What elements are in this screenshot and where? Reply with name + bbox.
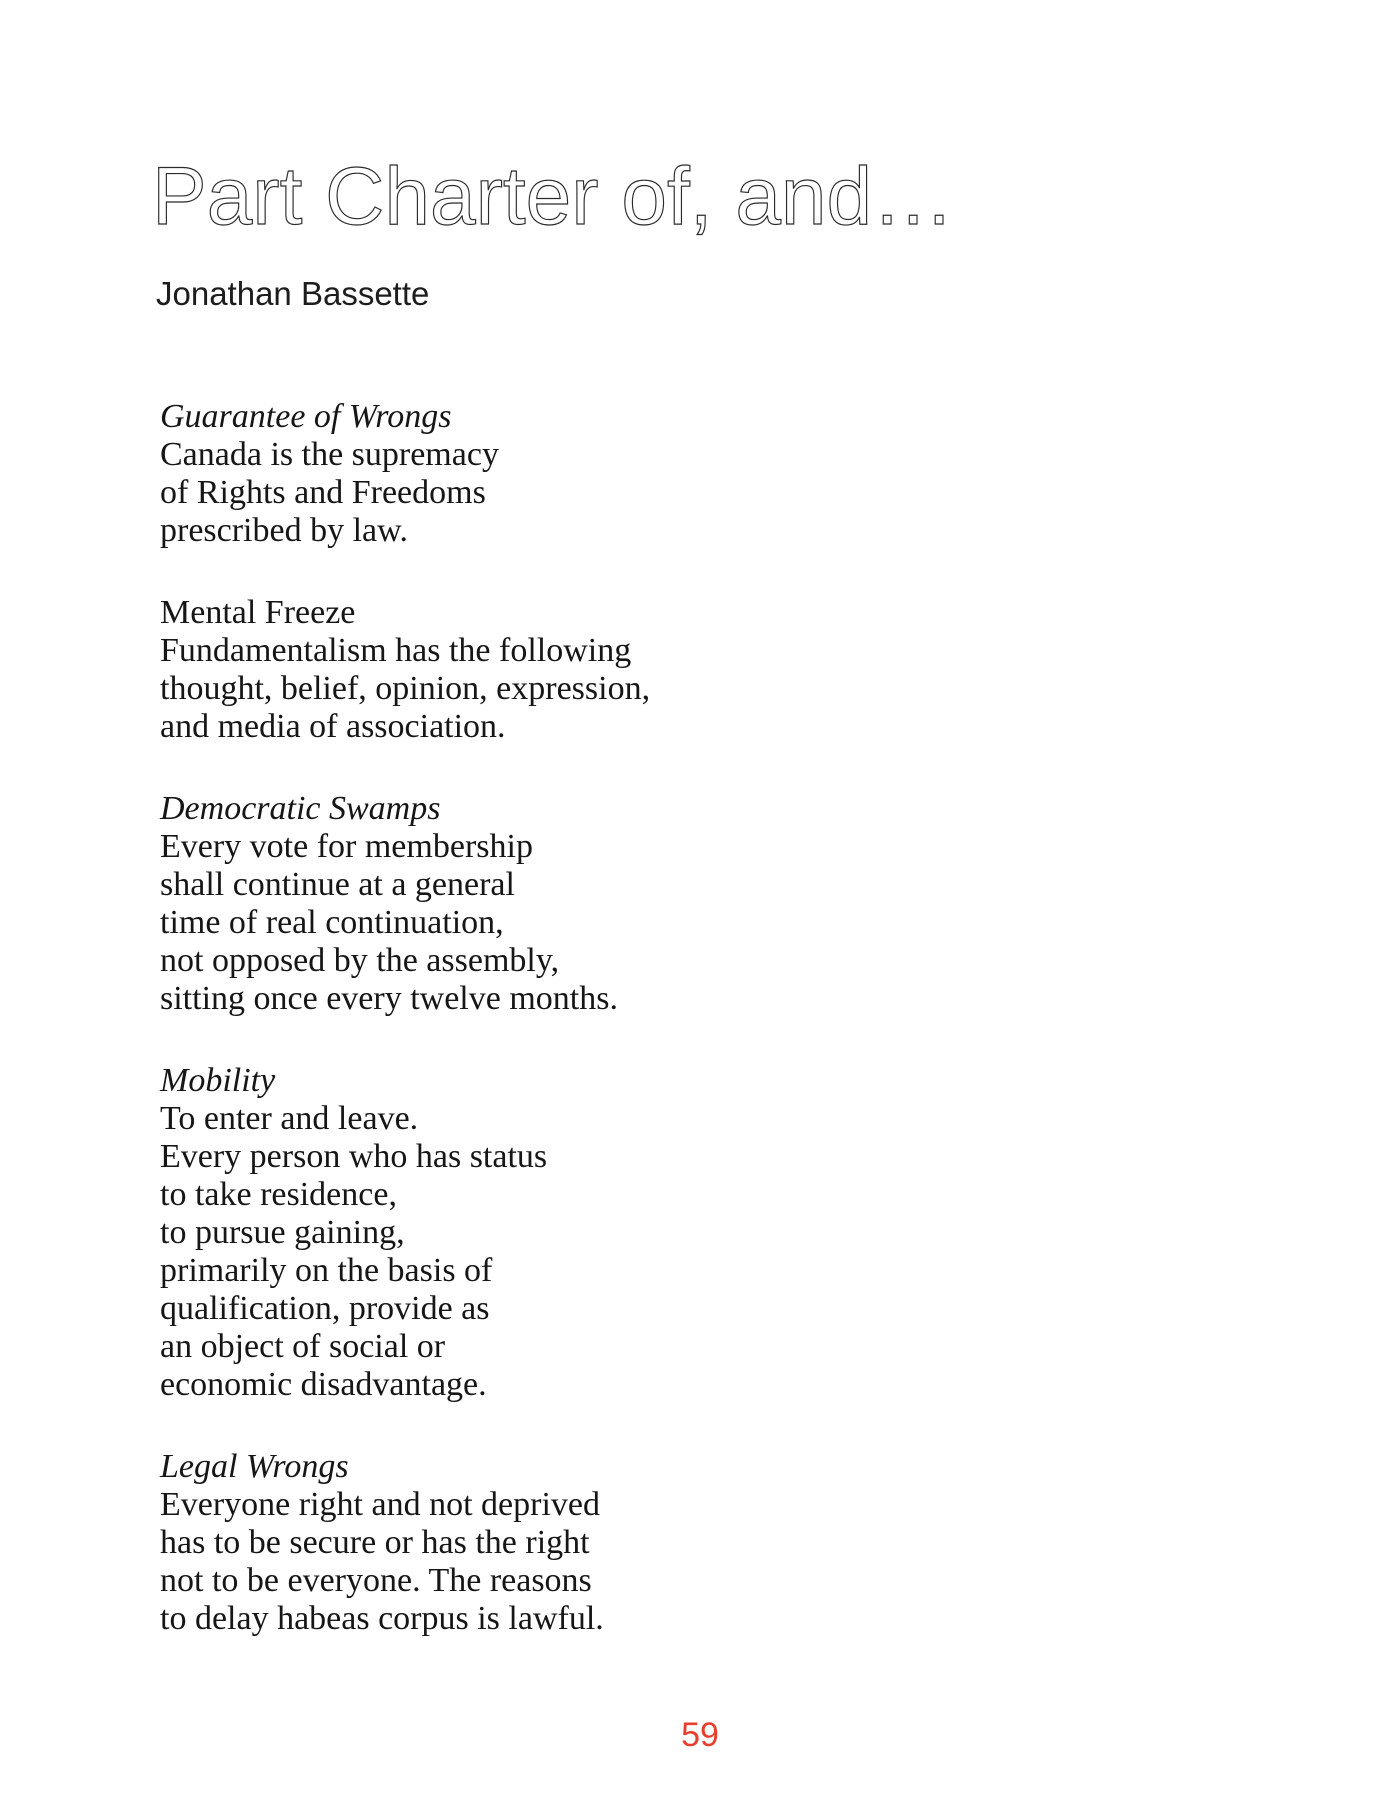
poem-line: Every person who has status xyxy=(160,1138,548,1175)
poem-line: has to be secure or has the right xyxy=(160,1524,590,1561)
poem-line: to pursue gaining, xyxy=(160,1214,405,1251)
poem-line: qualification, provide as xyxy=(160,1290,490,1327)
page-number: 59 xyxy=(681,1716,719,1754)
poem-line: time of real continuation, xyxy=(160,904,504,941)
poem-line: to take residence, xyxy=(160,1176,397,1213)
poem-line: prescribed by law. xyxy=(160,512,408,549)
stanza-mobility xyxy=(160,1062,650,1404)
poem-line: Every vote for membership xyxy=(160,828,533,865)
poem-line: thought, belief, opinion, expression, xyxy=(160,670,651,707)
poem-line: Fundamentalism has the following xyxy=(160,632,632,669)
poem-line: not opposed by the assembly, xyxy=(160,942,560,979)
poem-line: Canada is the supremacy xyxy=(160,436,499,473)
stanza-title: Democratic Swamps xyxy=(160,790,441,827)
stanza-mental-freeze xyxy=(160,594,650,746)
stanza-guarantee-of-wrongs xyxy=(160,398,650,550)
author-name: Jonathan Bassette xyxy=(156,275,430,312)
poem-line: shall continue at a general xyxy=(160,866,515,903)
poem-line: of Rights and Freedoms xyxy=(160,474,486,511)
poem xyxy=(160,398,650,1682)
poem-line: an object of social or xyxy=(160,1328,446,1365)
stanza-legal-wrongs xyxy=(160,1448,650,1638)
poem-line: not to be everyone. The reasons xyxy=(160,1562,592,1599)
poem-line: primarily on the basis of xyxy=(160,1252,493,1289)
poem-line: to delay habeas corpus is lawful. xyxy=(160,1600,604,1637)
poem-line: and media of association. xyxy=(160,708,506,745)
stanza-title: Legal Wrongs xyxy=(160,1448,349,1485)
stanza-title: Guarantee of Wrongs xyxy=(160,398,452,435)
stanza-democratic-swamps xyxy=(160,790,650,1018)
poem-line: Everyone right and not deprived xyxy=(160,1486,600,1523)
stanza-title: Mental Freeze xyxy=(160,594,356,631)
stanza-title: Mobility xyxy=(160,1062,276,1099)
poem-line: economic disadvantage. xyxy=(160,1366,487,1403)
page-title: Part Charter of, and… xyxy=(152,151,955,242)
poem-line: sitting once every twelve months. xyxy=(160,980,618,1017)
poem-line: To enter and leave. xyxy=(160,1100,419,1137)
